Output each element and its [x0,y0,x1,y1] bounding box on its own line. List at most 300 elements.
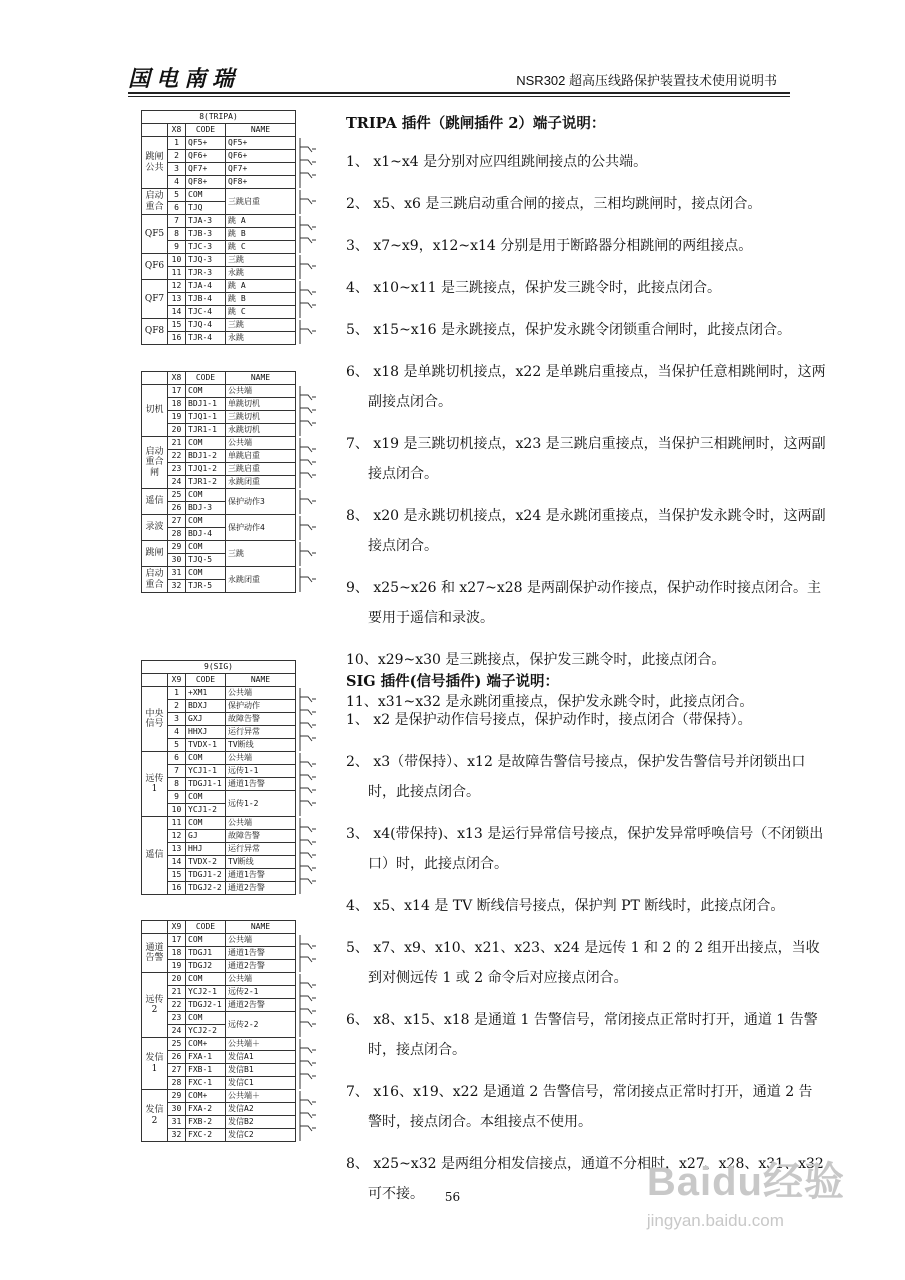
table-row [142,934,321,947]
terminal-code: TVDX-2 [186,856,226,869]
terminal-code: BDXJ [186,700,226,713]
terminal-number: 17 [168,385,186,398]
terminal-name: 永跳闭重 [226,567,296,593]
table-row [142,515,321,528]
sig-items [346,705,826,1209]
terminal-code: COM [186,934,226,947]
terminal-number: 1 [168,137,186,150]
terminal-number: 32 [168,580,186,593]
description-item: 5、 x15~x16 是永跳接点，保护发永跳令闭锁重合闸时，此接点闭合。 [346,322,791,338]
terminal-code: HHJ [186,843,226,856]
terminal-code: BDJ-3 [186,502,226,515]
terminal-name: 远传2-2 [226,1012,296,1038]
header-blank [142,372,168,385]
column-header: CODE [186,372,226,385]
terminal-name: 跳 B [226,293,296,306]
terminal-name: 通道1告警 [226,778,296,791]
terminal-number: 5 [168,739,186,752]
table-row [142,999,321,1012]
group-label: 中央信号 [142,687,168,752]
terminal-name: 三跳 [226,541,296,567]
terminal-code: TJR1-2 [186,476,226,489]
terminal-number: 13 [168,843,186,856]
terminal-code: BDJ-4 [186,528,226,541]
terminal-code: FXA-2 [186,1103,226,1116]
tripa-description [346,112,826,729]
terminal-number: 16 [168,882,186,895]
group-label: 远传2 [142,973,168,1038]
terminal-name: 发信B2 [226,1116,296,1129]
table-caption: 9(SIG) [142,661,296,674]
terminal-code: TJR1-1 [186,424,226,437]
terminal-name: QF8+ [226,176,296,189]
column-header: X8 [168,124,186,137]
table-caption: 8(TRIPA) [142,111,296,124]
terminal-code: FXB-2 [186,1116,226,1129]
terminal-name: 通道2告警 [226,999,296,1012]
terminal-name: 发信C1 [226,1077,296,1090]
terminal-name: 公共端 [226,817,296,830]
table-row [142,1064,321,1077]
tripa-items [346,147,826,717]
contact-symbol-icon [298,541,318,567]
terminal-number: 9 [168,241,186,254]
terminal-number: 2 [168,700,186,713]
table-row [142,778,321,791]
column-header: CODE [186,674,226,687]
table-row [142,411,321,424]
column-header: X8 [168,372,186,385]
group-label: QF6 [142,254,168,280]
watermark-url: jingyan.baidu.com [646,1211,784,1230]
table-row [142,1103,321,1116]
table-row [142,489,321,502]
terminal-number: 32 [168,1129,186,1142]
contact-symbol-icon [298,385,318,437]
table-row [142,791,321,804]
terminal-number: 29 [168,541,186,554]
terminal-name: 通道2告警 [226,960,296,973]
table-row [142,332,321,345]
terminal-code: GJ [186,830,226,843]
terminal-number: 20 [168,424,186,437]
contact-symbol-icon [298,817,318,895]
contact-symbol-icon [298,137,318,189]
terminal-code: QF8+ [186,176,226,189]
table-row [142,843,321,856]
description-item: 3、 x7~x9，x12~x14 分别是用于断路器分相跳闸的两组接点。 [346,238,753,254]
terminal-code: FXC-1 [186,1077,226,1090]
terminal-name: 三跳 [226,319,296,332]
group-label: QF8 [142,319,168,345]
terminal-code: TJQ1-1 [186,411,226,424]
header-blank [142,921,168,934]
contact-symbol [296,254,321,280]
table-row [142,817,321,830]
terminal-name: 永跳 [226,267,296,280]
terminal-code: COM [186,567,226,580]
document-title: NSR302 超高压线路保护装置技术使用说明书 [516,73,777,88]
table-row [142,241,321,254]
terminal-name: 远传2-1 [226,986,296,999]
terminal-code: YCJ1-1 [186,765,226,778]
group-label: 发信2 [142,1090,168,1142]
group-label: QF7 [142,280,168,319]
terminal-code: COM [186,791,226,804]
table-row [142,1116,321,1129]
column-header: X9 [168,674,186,687]
company-logo: 国电南瑞 [128,66,241,92]
column-header: NAME [226,124,296,137]
terminal-number: 26 [168,502,186,515]
terminal-code: YCJ1-2 [186,804,226,817]
table-row [142,752,321,765]
terminal-number: 25 [168,1038,186,1051]
terminal-name: 运行异常 [226,726,296,739]
terminal-number: 6 [168,752,186,765]
terminal-code: TDGJ1 [186,947,226,960]
table-row [142,1090,321,1103]
terminal-code: TJC-3 [186,241,226,254]
terminal-name: 单跳启重 [226,450,296,463]
terminal-number: 15 [168,869,186,882]
terminal-number: 14 [168,856,186,869]
terminal-number: 25 [168,489,186,502]
table-row [142,137,321,150]
terminal-code: COM [186,973,226,986]
terminal-code: COM [186,189,226,202]
terminal-table [141,660,320,895]
terminal-name: TV断线 [226,856,296,869]
header-blank [142,674,168,687]
terminal-code: TJB-3 [186,228,226,241]
contact-symbol [296,1090,321,1142]
terminal-number: 19 [168,411,186,424]
terminal-number: 31 [168,567,186,580]
contact-symbol [296,541,321,567]
contact-symbol [296,385,321,437]
terminal-code: TDGJ2-1 [186,999,226,1012]
terminal-number: 17 [168,934,186,947]
sig-heading: SIG 插件(信号插件) 端子说明： [346,673,559,690]
terminal-code: TJR-5 [186,580,226,593]
table-row [142,280,321,293]
terminal-code: TDGJ2-2 [186,882,226,895]
terminal-number: 24 [168,476,186,489]
terminal-name: 保护动作3 [226,489,296,515]
table-row [142,437,321,450]
terminal-code: TJQ-3 [186,254,226,267]
terminal-code: QF5+ [186,137,226,150]
terminal-number: 5 [168,189,186,202]
table-row [142,267,321,280]
table-row [142,567,321,580]
terminal-number: 21 [168,437,186,450]
terminal-name: 发信C2 [226,1129,296,1142]
description-item: 4、 x10~x11 是三跳接点，保护发三跳令时，此接点闭合。 [346,280,721,296]
terminal-name: 通道1告警 [226,869,296,882]
terminal-number: 20 [168,973,186,986]
terminal-number: 11 [168,817,186,830]
terminal-number: 8 [168,778,186,791]
contact-symbol-icon [298,280,318,319]
contact-symbol [296,515,321,541]
header-rule [128,92,790,94]
terminal-code: COM [186,817,226,830]
table-row [142,254,321,267]
table-row [142,1038,321,1051]
terminal-code: TJQ1-2 [186,463,226,476]
terminal-number: 18 [168,947,186,960]
symbol-spacer [296,124,321,137]
table-row [142,163,321,176]
tripa-table-2 [141,371,320,593]
table-row [142,1077,321,1090]
terminal-name: 公共端＋ [226,1038,296,1051]
terminal-code: TJQ [186,202,226,215]
terminal-number: 24 [168,1025,186,1038]
terminal-code: TJB-4 [186,293,226,306]
description-item: 6、 x8、x15、x18 是通道 1 告警信号，常闭接点正常时打开，通道 1 告警时，接点闭合。 [346,1012,818,1058]
terminal-name: 发信A1 [226,1051,296,1064]
terminal-code: FXC-2 [186,1129,226,1142]
table-row [142,293,321,306]
terminal-table [141,371,320,593]
table-row [142,726,321,739]
contact-symbol [296,973,321,1038]
group-label: 遥信 [142,489,168,515]
table-row [142,306,321,319]
terminal-name: 故障告警 [226,713,296,726]
terminal-name: TV断线 [226,739,296,752]
symbol-spacer [296,921,321,934]
table-row [142,765,321,778]
contact-symbol [296,215,321,254]
contact-symbol-icon [298,437,318,489]
terminal-code: COM+ [186,1038,226,1051]
terminal-code: FXA-1 [186,1051,226,1064]
terminal-number: 30 [168,1103,186,1116]
terminal-code: TJQ-4 [186,319,226,332]
terminal-name: 发信B1 [226,1064,296,1077]
terminal-name: 公共端 [226,752,296,765]
terminal-code: COM [186,437,226,450]
table-row [142,856,321,869]
table-row [142,713,321,726]
table-row [142,1051,321,1064]
description-item: 2、 x5、x6 是三跳启动重合闸的接点，三相均跳闸时，接点闭合。 [346,196,762,212]
terminal-code: COM [186,489,226,502]
terminal-name: 通道2告警 [226,882,296,895]
terminal-number: 7 [168,215,186,228]
terminal-number: 11 [168,267,186,280]
description-item: 4、 x5、x14 是 TV 断线信号接点，保护判 PT 断线时，此接点闭合。 [346,898,785,914]
description-item: 5、 x7、x9、x10、x21、x23、x24 是远传 1 和 2 的 2 组开出接点，当收到对侧远传 1 或 2 命令后对应接点闭合。 [346,940,820,986]
terminal-number: 4 [168,176,186,189]
terminal-number: 4 [168,726,186,739]
group-label: 远传1 [142,752,168,817]
contact-symbol-icon [298,515,318,541]
table-row [142,150,321,163]
terminal-number: 18 [168,398,186,411]
terminal-code: TDGJ1-1 [186,778,226,791]
table-row [142,869,321,882]
terminal-code: TJR-4 [186,332,226,345]
group-label: 发信1 [142,1038,168,1090]
terminal-code: QF6+ [186,150,226,163]
terminal-name: QF6+ [226,150,296,163]
contact-symbol [296,817,321,895]
contact-symbol-icon [298,319,318,345]
terminal-name: 跳 C [226,241,296,254]
group-label: 启动重合 [142,189,168,215]
terminal-table [141,110,320,345]
contact-symbol [296,189,321,215]
terminal-name: 三跳启重 [226,189,296,215]
column-header: CODE [186,124,226,137]
terminal-number: 27 [168,1064,186,1077]
column-header: NAME [226,372,296,385]
description-item: 6、 x18 是单跳切机接点，x22 是单跳启重接点，当保护任意相跳闸时，这两副接点闭合。 [346,364,826,410]
contact-symbol [296,489,321,515]
column-header: NAME [226,921,296,934]
table-row [142,960,321,973]
terminal-number: 9 [168,791,186,804]
terminal-name: 跳 A [226,280,296,293]
terminal-number: 21 [168,986,186,999]
table-row [142,176,321,189]
terminal-number: 23 [168,463,186,476]
terminal-name: QF7+ [226,163,296,176]
terminal-number: 31 [168,1116,186,1129]
symbol-spacer [296,661,321,674]
group-label: 跳闸 [142,541,168,567]
symbol-spacer [296,372,321,385]
table-row [142,476,321,489]
table-row [142,541,321,554]
terminal-code: COM [186,1012,226,1025]
terminal-code: QF7+ [186,163,226,176]
description-item: 2、 x3（带保持）、x12 是故障告警信号接点，保护发告警信号并闭锁出口时，此接点闭合。 [346,754,806,800]
contact-symbol [296,934,321,973]
terminal-code: GXJ [186,713,226,726]
terminal-name: QF5+ [226,137,296,150]
terminal-code: YCJ2-1 [186,986,226,999]
terminal-name: 公共端 [226,973,296,986]
terminal-code: COM+ [186,1090,226,1103]
terminal-name: 三跳切机 [226,411,296,424]
terminal-code: TJA-4 [186,280,226,293]
description-item: 10、x29~x30 是三跳接点，保护发三跳令时，此接点闭合。 [346,652,726,668]
header-rule-thin [128,96,790,97]
description-item: 1、 x1~x4 是分别对应四组跳闸接点的公共端。 [346,154,648,170]
terminal-code: BDJ1-2 [186,450,226,463]
terminal-name: 运行异常 [226,843,296,856]
terminal-number: 29 [168,1090,186,1103]
table-row [142,1012,321,1025]
description-item: 8、 x25~x32 是两组分相发信接点，通道不分相时，x27、x28、x31、x32 可不接。 [346,1156,824,1202]
column-header: X9 [168,921,186,934]
terminal-name: 公共端 [226,687,296,700]
contact-symbol-icon [298,1038,318,1090]
terminal-number: 10 [168,804,186,817]
contact-symbol-icon [298,687,318,752]
terminal-code: TJQ-5 [186,554,226,567]
terminal-code: BDJ1-1 [186,398,226,411]
terminal-number: 10 [168,254,186,267]
terminal-code: COM [186,752,226,765]
sig-table-2 [141,920,320,1142]
contact-symbol [296,687,321,752]
terminal-name: 跳 C [226,306,296,319]
description-item: 7、 x19 是三跳切机接点，x23 是三跳启重接点，当保护三相跳闸时，这两副接点闭合。 [346,436,826,482]
contact-symbol-icon [298,752,318,817]
sig-description [346,670,826,1221]
terminal-name: 永跳闭重 [226,476,296,489]
watermark-brand: Baidu经验 [646,1160,845,1204]
table-row [142,385,321,398]
terminal-number: 3 [168,163,186,176]
table-row [142,450,321,463]
description-item: 7、 x16、x19、x22 是通道 2 告警信号，常闭接点正常时打开，通道 2 告警时，接点闭合。本组接点不使用。 [346,1084,813,1130]
contact-symbol [296,567,321,593]
terminal-code: TVDX-1 [186,739,226,752]
table-row [142,319,321,332]
contact-symbol [296,137,321,189]
terminal-code: YCJ2-2 [186,1025,226,1038]
terminal-number: 23 [168,1012,186,1025]
terminal-code: +XM1 [186,687,226,700]
terminal-name: 跳 A [226,215,296,228]
table-row [142,739,321,752]
terminal-name: 三跳 [226,254,296,267]
contact-symbol-icon [298,489,318,515]
table-row [142,463,321,476]
terminal-code: COM [186,541,226,554]
terminal-name: 永跳切机 [226,424,296,437]
table-row [142,228,321,241]
group-label: 通道告警 [142,934,168,973]
contact-symbol [296,752,321,817]
contact-symbol-icon [298,215,318,254]
terminal-number: 7 [168,765,186,778]
terminal-number: 22 [168,999,186,1012]
terminal-number: 28 [168,1077,186,1090]
terminal-table [141,920,320,1142]
terminal-number: 13 [168,293,186,306]
terminal-number: 16 [168,332,186,345]
terminal-name: 保护动作4 [226,515,296,541]
description-item: 9、 x25~x26 和 x27~x28 是两副保护动作接点，保护动作时接点闭合。主要用于遥信和录波。 [346,580,822,626]
terminal-code: COM [186,515,226,528]
terminal-number: 15 [168,319,186,332]
terminal-name: 公共端＋ [226,1090,296,1103]
table-row [142,424,321,437]
table-row [142,398,321,411]
description-item: 3、 x4(带保持)、x13 是运行异常信号接点，保护发异常呼唤信号（不闭锁出口）时，此接点闭合。 [346,826,824,872]
group-label: 启动重合闸 [142,437,168,489]
sig-table-1 [141,660,320,895]
terminal-name: 公共端 [226,934,296,947]
contact-symbol [296,437,321,489]
table-row [142,700,321,713]
terminal-code: HHXJ [186,726,226,739]
contact-symbol-icon [298,254,318,280]
terminal-name: 三跳启重 [226,463,296,476]
terminal-name: 发信A2 [226,1103,296,1116]
terminal-name: 公共端 [226,437,296,450]
terminal-number: 8 [168,228,186,241]
